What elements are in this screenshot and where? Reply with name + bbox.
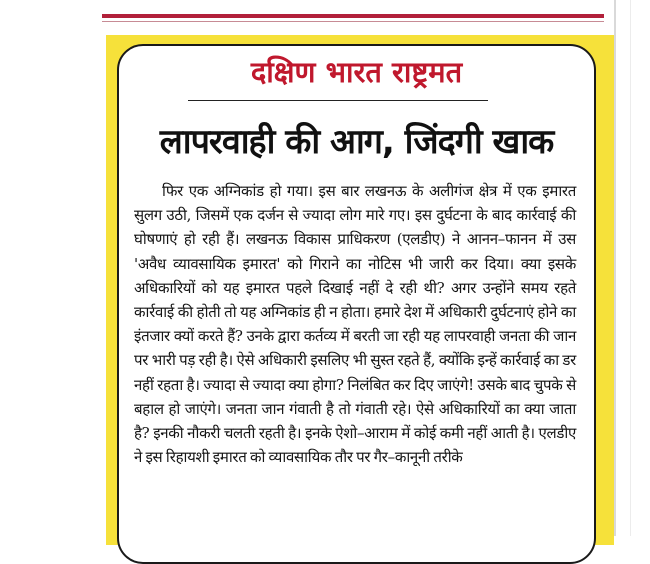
- page-top-rule: [102, 14, 604, 18]
- publication-masthead: दक्षिण भारत राष्ट्रमत: [250, 55, 463, 89]
- page-edge-divider-outer: [630, 0, 631, 536]
- page-edge-divider: [614, 0, 616, 536]
- masthead-divider: [188, 100, 488, 101]
- article-headline: लापरवाही की आग, जिंदगी खाक: [159, 122, 554, 162]
- page-top-thin-rule: [102, 21, 604, 22]
- article-body: फिर एक अग्निकांड हो गया। इस बार लखनऊ के अलीगंज क्षेत्र में एक इमारत सुलग उठी, जिसमें एक दर्जन से ज्यादा लोग मारे गए। इस दुर्घटना के बाद कार्रवाई की घोषणाएं हो रही हैं। लखनऊ विकास प्राधिकरण (एलडीए) ने आनन–फानन में उस 'अवैध व्यावसायिक इमारत' को गिराने का नोटिस भी जारी कर दिया। क्या इसके अधिकारियों को यह इमारत पहले दिखाई नहीं दे रही थी? अगर उन्होंने समय रहते कार्रवाई की होती तो यह अग्निकांड ही न होता। हमारे देश में अधिकारी दुर्घटनाएं होने का इंतजार क्यों करते हैं? उनके द्वारा कर्तव्य में बरती जा रही यह लापरवाही जनता की जान पर भारी पड़ रही है। ऐसे अधिकारी इसलिए भी सुस्त रहते हैं, क्योंकि इन्हें कार्रवाई का डर नहीं रहता है। ज्यादा से ज्यादा क्या होगा? निलंबित कर दिए जाएंगे! उसके बाद चुपके से बहाल हो जाएंगे। जनता जान गंवाती है तो गंवाती रहे। ऐसे अधिकारियों का क्या जाता है? इनकी नौकरी चलती रहती है। इनके ऐशो–आराम में कोई कमी नहीं आती है। एलडीए ने इस रिहायशी इमारत को व्यावसायिक तौर पर गैर–कानूनी तरीके: [134, 182, 576, 467]
